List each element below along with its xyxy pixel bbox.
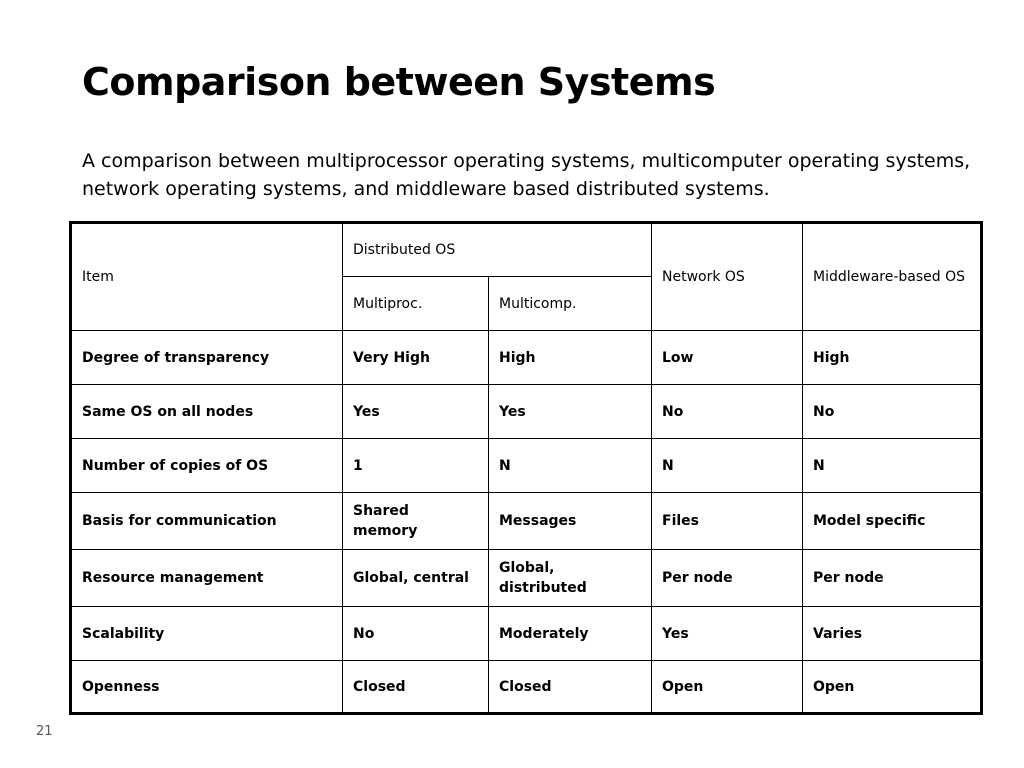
cell-network: Files [652, 493, 803, 550]
header-distributed-os: Distributed OS [343, 223, 652, 277]
table-row [71, 493, 982, 550]
header-multicomp: Multicomp. [489, 277, 652, 331]
table-header-row [71, 223, 982, 277]
cell-item: Openness [71, 661, 343, 714]
header-multiproc: Multiproc. [343, 277, 489, 331]
table-row [71, 385, 982, 439]
cell-multiproc: 1 [343, 439, 489, 493]
cell-item: Scalability [71, 607, 343, 661]
cell-item: Basis for communication [71, 493, 343, 550]
table-row [71, 661, 982, 714]
cell-network: N [652, 439, 803, 493]
cell-multicomp: Yes [489, 385, 652, 439]
slide-title: Comparison between Systems [82, 60, 716, 104]
cell-middleware: Per node [803, 550, 982, 607]
cell-item: Number of copies of OS [71, 439, 343, 493]
cell-multiproc: Very High [343, 331, 489, 385]
table-row [71, 331, 982, 385]
cell-multiproc: Yes [343, 385, 489, 439]
header-network-os: Network OS [652, 223, 803, 331]
cell-multicomp: Messages [489, 493, 652, 550]
cell-multicomp: Closed [489, 661, 652, 714]
cell-network: Low [652, 331, 803, 385]
cell-item: Same OS on all nodes [71, 385, 343, 439]
header-middleware-os: Middleware-based OS [803, 223, 982, 331]
cell-multiproc: Shared memory [343, 493, 489, 550]
cell-item: Degree of transparency [71, 331, 343, 385]
cell-middleware: Open [803, 661, 982, 714]
table-row [71, 439, 982, 493]
cell-item: Resource management [71, 550, 343, 607]
cell-multicomp: High [489, 331, 652, 385]
table-row [71, 550, 982, 607]
cell-multiproc: Closed [343, 661, 489, 714]
comparison-table [69, 221, 983, 715]
cell-multiproc: No [343, 607, 489, 661]
slide-body-text: A comparison between multiprocessor operating systems, multicomputer operating systems, network operating systems, and middleware based distributed systems. [82, 150, 971, 200]
cell-multicomp: Global, distributed [489, 550, 652, 607]
cell-network: Per node [652, 550, 803, 607]
cell-multicomp: N [489, 439, 652, 493]
cell-network: Yes [652, 607, 803, 661]
cell-network: No [652, 385, 803, 439]
cell-multiproc: Global, central [343, 550, 489, 607]
cell-middleware: Model specific [803, 493, 982, 550]
cell-middleware: No [803, 385, 982, 439]
cell-middleware: Varies [803, 607, 982, 661]
cell-middleware: High [803, 331, 982, 385]
page-number: 21 [36, 724, 53, 739]
header-item: Item [71, 223, 343, 331]
cell-network: Open [652, 661, 803, 714]
cell-multicomp: Moderately [489, 607, 652, 661]
table-row [71, 607, 982, 661]
cell-middleware: N [803, 439, 982, 493]
